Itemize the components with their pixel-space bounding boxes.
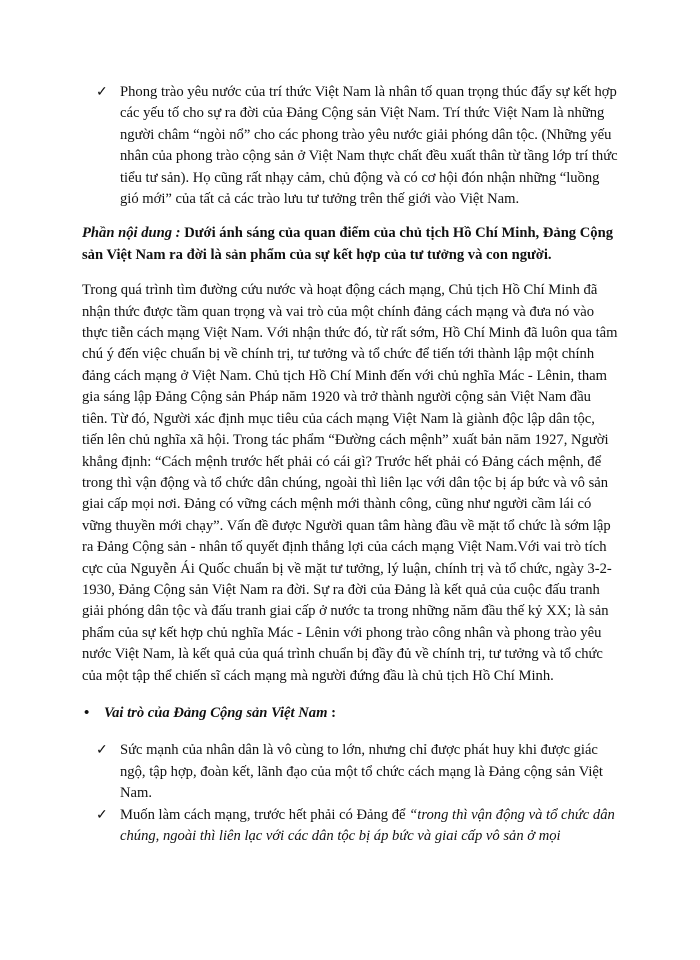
section-heading-text: Dưới ánh sáng của quan điểm của chủ tịch Hồ Chí Minh, Đảng Cộng sản Việt Nam ra đời là sản phẩm của sự kết hợp của tư tưởng và con người. [82, 225, 614, 263]
section-label: Phần nội dung : [82, 225, 181, 242]
checkmark-icon: ✓ [96, 743, 108, 759]
list-item [82, 740, 620, 804]
list-item [82, 805, 620, 848]
bullet-icon: • [84, 704, 90, 721]
list-item-text: Sức mạnh của nhân dân là vô cùng to lớn, nhưng chỉ được phát huy khi được giác ngộ, tập hợp, đoàn kết, lãnh đạo của một tổ chức cách mạng là Đảng cộng sản Việt Nam. [120, 742, 603, 802]
checkmark-icon: ✓ [96, 807, 108, 823]
list-item-quote: “trong thì vận động và tổ chức dân chúng, ngoài thì liên lạc với các dân tộc bị áp bức và giai cấp vô sản ở mọi [120, 806, 615, 844]
body-paragraph: Trong quá trình tìm đường cứu nước và hoạt động cách mạng, Chủ tịch Hồ Chí Minh đã nhận thức được tầm quan trọng và vai trò của một chính đảng cách mạng và đưa nó vào thực tiễn cách mạng Việt Nam. Với nhận thức đó, từ rất sớm, Hồ Chí Minh đã luôn qua tâm chú ý đến việc chuẩn bị về chính trị, tư tưởng và tổ chức để tiến tới thành lập một chính đảng cách mạng ở Việt Nam. Chủ tịch Hồ Chí Minh đến với chủ nghĩa Mác - Lênin, tham gia sáng lập Đảng Cộng sản Pháp năm 1920 và trở thành người cộng sản Việt Nam đầu tiên. Từ đó, Người xác định mục tiêu của cách mạng Việt Nam là giành độc lập dân tộc, tiến lên chủ nghĩa xã hội. Trong tác phẩm “Đường cách mệnh” xuất bản năm 1927, Người khẳng định: “Cách mệnh trước hết phải có cái gì? Trước hết phải có Đảng cách mệnh, để trong thì vận động và tổ chức dân chúng, ngoài thì liên lạc với dân tộc bị áp bức và vô sản giai cấp mọi nơi. Đảng có vững cách mệnh mới thành công, cũng như người cầm lái có vững thuyền mới chạy”. Vấn đề được Người quan tâm hàng đầu về mặt tổ chức là sớm lập ra Đảng Cộng sản - nhân tố quyết định thắng lợi của cách mạng Việt Nam.Với vai trò tích cực của Nguyễn Ái Quốc chuẩn bị về mặt tư tưởng, lý luận, chính trị và tổ chức, ngày 3-2-1930, Đảng Cộng sản Việt Nam ra đời. Sự ra đời của Đảng là kết quả của cuộc đấu tranh giải phóng dân tộc và đấu tranh giai cấp ở nước ta trong những năm đầu thế kỷ XX; là sản phẩm của sự kết hợp chủ nghĩa Mác - Lênin với phong trào công nhân và phong trào yêu nước Việt Nam, là kết quả của quá trình chuẩn bị đầy đủ về chính trị, tư tưởng và tổ chức của một tập thể chiến sĩ cách mạng mà người đứng đầu là chủ tịch Hồ Chí Minh. [82, 282, 618, 684]
bullet-heading-colon: : [327, 704, 336, 721]
list-item-text: Phong trào yêu nước của trí thức Việt Nam là nhân tố quan trọng thúc đẩy sự kết hợp các yếu tố cho sự ra đời của Đảng Cộng sản Việt Nam. Trí thức Việt Nam là những người châm “ngòi nổ” cho các phong trào yêu nước giải phóng dân tộc. (Những yếu nhân của phong trào cộng sản ở Việt Nam thực chất đều xuất thân từ tầng lớp trí thức tiểu tư sản). Họ cũng rất nhạy cảm, chủ động và có cơ hội đón nhận những “luồng gió mới” của tất cả các trào lưu tư tưởng trên thế giới vào Việt Nam. [120, 84, 618, 208]
list-item [82, 82, 620, 210]
intro-checklist [82, 82, 620, 210]
bullet-heading-text: Vai trò của Đảng Cộng sản Việt Nam [104, 704, 328, 721]
list-item-text: Muốn làm cách mạng, trước hết phải có Đảng để [120, 806, 410, 823]
role-checklist [82, 740, 620, 847]
checkmark-icon: ✓ [96, 85, 108, 100]
bullet-heading [82, 703, 620, 724]
section-heading [82, 223, 620, 266]
